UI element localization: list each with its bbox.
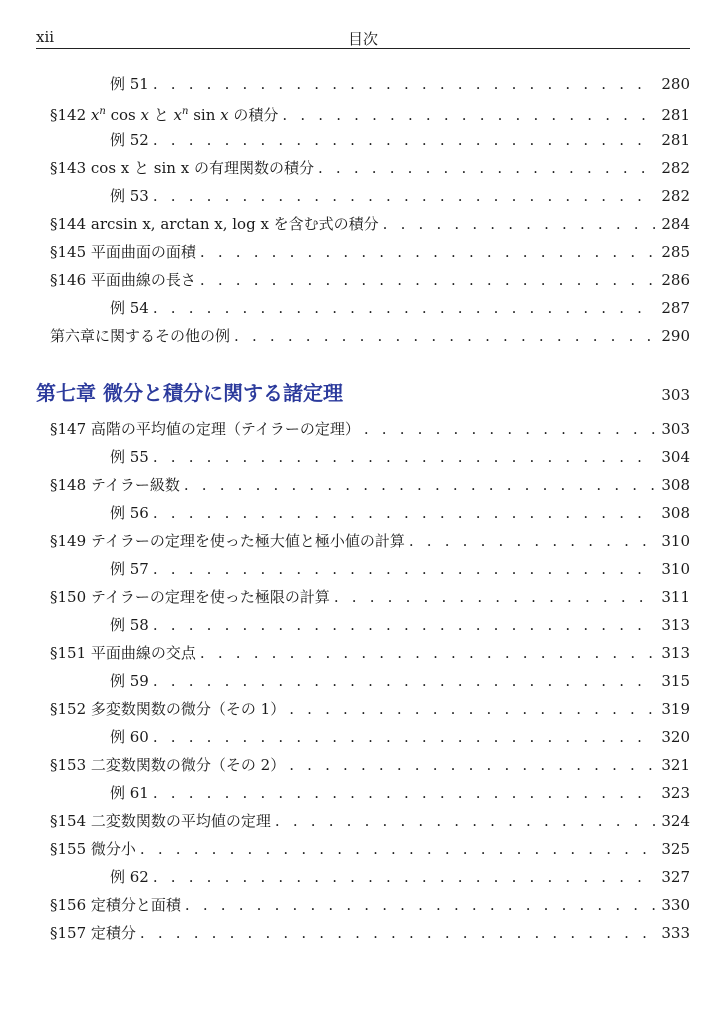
dot-leader bbox=[153, 445, 656, 469]
dot-leader bbox=[364, 417, 656, 441]
toc-entry-page: 310 bbox=[661, 532, 690, 550]
toc-entry-label: 例 57 bbox=[110, 560, 149, 578]
toc-entry-example-55[interactable] bbox=[110, 445, 690, 469]
toc-entry-section-151[interactable] bbox=[50, 641, 690, 665]
dot-leader bbox=[153, 669, 656, 693]
toc-entry-page: 325 bbox=[661, 840, 690, 858]
dot-leader bbox=[153, 184, 656, 208]
toc-entry-label: §151 平面曲線の交点 bbox=[50, 644, 196, 662]
toc-entry-label: §153 二変数関数の微分（その 2） bbox=[50, 756, 286, 774]
toc-entry-page: 330 bbox=[661, 896, 690, 914]
dot-leader bbox=[185, 893, 655, 917]
toc-entry-label: 例 59 bbox=[110, 672, 149, 690]
dot-leader bbox=[153, 72, 656, 96]
dot-leader bbox=[318, 156, 655, 180]
dot-leader bbox=[383, 212, 656, 236]
toc-entry-section-156[interactable] bbox=[50, 893, 690, 917]
dot-leader bbox=[282, 103, 655, 127]
toc-entry-page: 308 bbox=[661, 504, 690, 522]
toc-entry-section-145[interactable] bbox=[50, 240, 690, 264]
dot-leader bbox=[153, 865, 656, 889]
toc-entry-page: 285 bbox=[661, 243, 690, 261]
dot-leader bbox=[153, 781, 656, 805]
toc-entry-section-149[interactable] bbox=[50, 529, 690, 553]
dot-leader bbox=[200, 240, 655, 264]
running-header bbox=[36, 26, 690, 49]
chapter-heading[interactable] bbox=[36, 377, 690, 409]
toc-entry-label: 例 61 bbox=[110, 784, 149, 802]
chapter-page: 303 bbox=[661, 386, 690, 404]
dot-leader bbox=[140, 837, 655, 861]
toc-entry-label: §156 定積分と面積 bbox=[50, 896, 181, 914]
toc-entry-page: 327 bbox=[661, 868, 690, 886]
toc-entry-page: 310 bbox=[661, 560, 690, 578]
toc-entry-section-154[interactable] bbox=[50, 809, 690, 833]
toc-entry-section-155[interactable] bbox=[50, 837, 690, 861]
toc-entry-page: 313 bbox=[661, 644, 690, 662]
toc-entry-label: 例 56 bbox=[110, 504, 149, 522]
toc-entry-example-61[interactable] bbox=[110, 781, 690, 805]
toc-entry-page: 282 bbox=[661, 159, 690, 177]
toc-entry-example-51[interactable] bbox=[110, 72, 690, 96]
toc-entry-page: 333 bbox=[661, 924, 690, 942]
toc-entry-example-57[interactable] bbox=[110, 557, 690, 581]
toc-entry-label: §145 平面曲面の面積 bbox=[50, 243, 196, 261]
toc-entry-label: 例 52 bbox=[110, 131, 149, 149]
toc-entry-page: 281 bbox=[661, 131, 690, 149]
toc-entry-page: 281 bbox=[661, 106, 690, 124]
toc-entry-section-148[interactable] bbox=[50, 473, 690, 497]
toc-entry-page: 324 bbox=[661, 812, 690, 830]
toc-entry-chapter6-misc[interactable] bbox=[50, 324, 690, 348]
toc-entry-section-142[interactable] bbox=[50, 100, 690, 124]
toc-entry-label: §154 二変数関数の平均値の定理 bbox=[50, 812, 271, 830]
toc-entry-page: 287 bbox=[661, 299, 690, 317]
toc-entry-label: §152 多変数関数の微分（その 1） bbox=[50, 700, 286, 718]
toc-entry-label: 例 58 bbox=[110, 616, 149, 634]
toc-entry-example-52[interactable] bbox=[110, 128, 690, 152]
toc-entry-example-62[interactable] bbox=[110, 865, 690, 889]
dot-leader bbox=[184, 473, 656, 497]
toc-entry-page: 290 bbox=[661, 327, 690, 345]
toc-entry-label: 例 51 bbox=[110, 75, 149, 93]
toc-entry-label: §147 高階の平均値の定理（テイラーの定理） bbox=[50, 420, 360, 438]
toc-entry-example-58[interactable] bbox=[110, 613, 690, 637]
toc-entry-page: 315 bbox=[661, 672, 690, 690]
header-running-title: 目次 bbox=[347, 30, 378, 48]
toc-entry-section-157[interactable] bbox=[50, 921, 690, 945]
dot-leader bbox=[200, 641, 655, 665]
dot-leader bbox=[153, 501, 656, 525]
toc-entry-example-60[interactable] bbox=[110, 725, 690, 749]
toc-entry-page: 311 bbox=[661, 588, 690, 606]
toc-entry-example-53[interactable] bbox=[110, 184, 690, 208]
dot-leader bbox=[153, 613, 656, 637]
dot-leader bbox=[153, 296, 656, 320]
toc-entry-page: 321 bbox=[661, 756, 690, 774]
dot-leader bbox=[289, 697, 655, 721]
toc-entry-page: 308 bbox=[661, 476, 690, 494]
dot-leader bbox=[200, 268, 655, 292]
toc-entry-label: 例 55 bbox=[110, 448, 149, 466]
toc-entry-example-59[interactable] bbox=[110, 669, 690, 693]
toc-entry-label: 例 60 bbox=[110, 728, 149, 746]
dot-leader bbox=[140, 921, 655, 945]
toc-entry-section-147[interactable] bbox=[50, 417, 690, 441]
toc-entry-section-153[interactable] bbox=[50, 753, 690, 777]
toc-entry-section-144[interactable] bbox=[50, 212, 690, 236]
toc-entry-label: §148 テイラー級数 bbox=[50, 476, 180, 494]
header-page-number: xii bbox=[36, 28, 55, 46]
toc-entry-page: 284 bbox=[661, 215, 690, 233]
toc-entry-page: 313 bbox=[661, 616, 690, 634]
toc-entry-page: 280 bbox=[661, 75, 690, 93]
toc-entry-page: 286 bbox=[661, 271, 690, 289]
toc-entry-page: 323 bbox=[661, 784, 690, 802]
toc-entry-label: 例 62 bbox=[110, 868, 149, 886]
toc-entry-section-152[interactable] bbox=[50, 697, 690, 721]
toc-entry-example-56[interactable] bbox=[110, 501, 690, 525]
toc-entry-label: §149 テイラーの定理を使った極大値と極小値の計算 bbox=[50, 532, 405, 550]
toc-entry-page: 282 bbox=[661, 187, 690, 205]
toc-entry-section-150[interactable] bbox=[50, 585, 690, 609]
toc-entry-section-146[interactable] bbox=[50, 268, 690, 292]
toc-entry-label: §157 定積分 bbox=[50, 924, 136, 942]
toc-entry-label: §146 平面曲線の長さ bbox=[50, 271, 196, 289]
toc-entry-label: §142 $x^n$ cos x と $x^n$ sin x の積分 bbox=[50, 106, 279, 124]
dot-leader bbox=[289, 753, 655, 777]
toc-entry-label: §155 微分小 bbox=[50, 840, 136, 858]
toc-entry-label: §144 arcsin x, arctan x, log x を含む式の積分 bbox=[50, 215, 379, 233]
toc-entry-label: 例 53 bbox=[110, 187, 149, 205]
dot-leader bbox=[409, 529, 656, 553]
toc-entry-page: 303 bbox=[661, 420, 690, 438]
toc-entry-section-143[interactable] bbox=[50, 156, 690, 180]
dot-leader bbox=[153, 557, 656, 581]
dot-leader bbox=[153, 128, 656, 152]
toc-entry-example-54[interactable] bbox=[110, 296, 690, 320]
toc-entry-page: 319 bbox=[661, 700, 690, 718]
toc-entry-label: §150 テイラーの定理を使った極限の計算 bbox=[50, 588, 330, 606]
toc-entry-label: 第六章に関するその他の例 bbox=[50, 327, 231, 345]
dot-leader bbox=[153, 725, 656, 749]
dot-leader bbox=[334, 585, 656, 609]
dot-leader bbox=[234, 324, 655, 348]
toc-entry-page: 304 bbox=[661, 448, 690, 466]
toc-entry-page: 320 bbox=[661, 728, 690, 746]
toc-entry-label: §143 cos x と sin x の有理関数の積分 bbox=[50, 159, 314, 177]
chapter-title: 第七章 微分と積分に関する諸定理 bbox=[36, 381, 343, 405]
dot-leader bbox=[275, 809, 655, 833]
toc-entry-label: 例 54 bbox=[110, 299, 149, 317]
